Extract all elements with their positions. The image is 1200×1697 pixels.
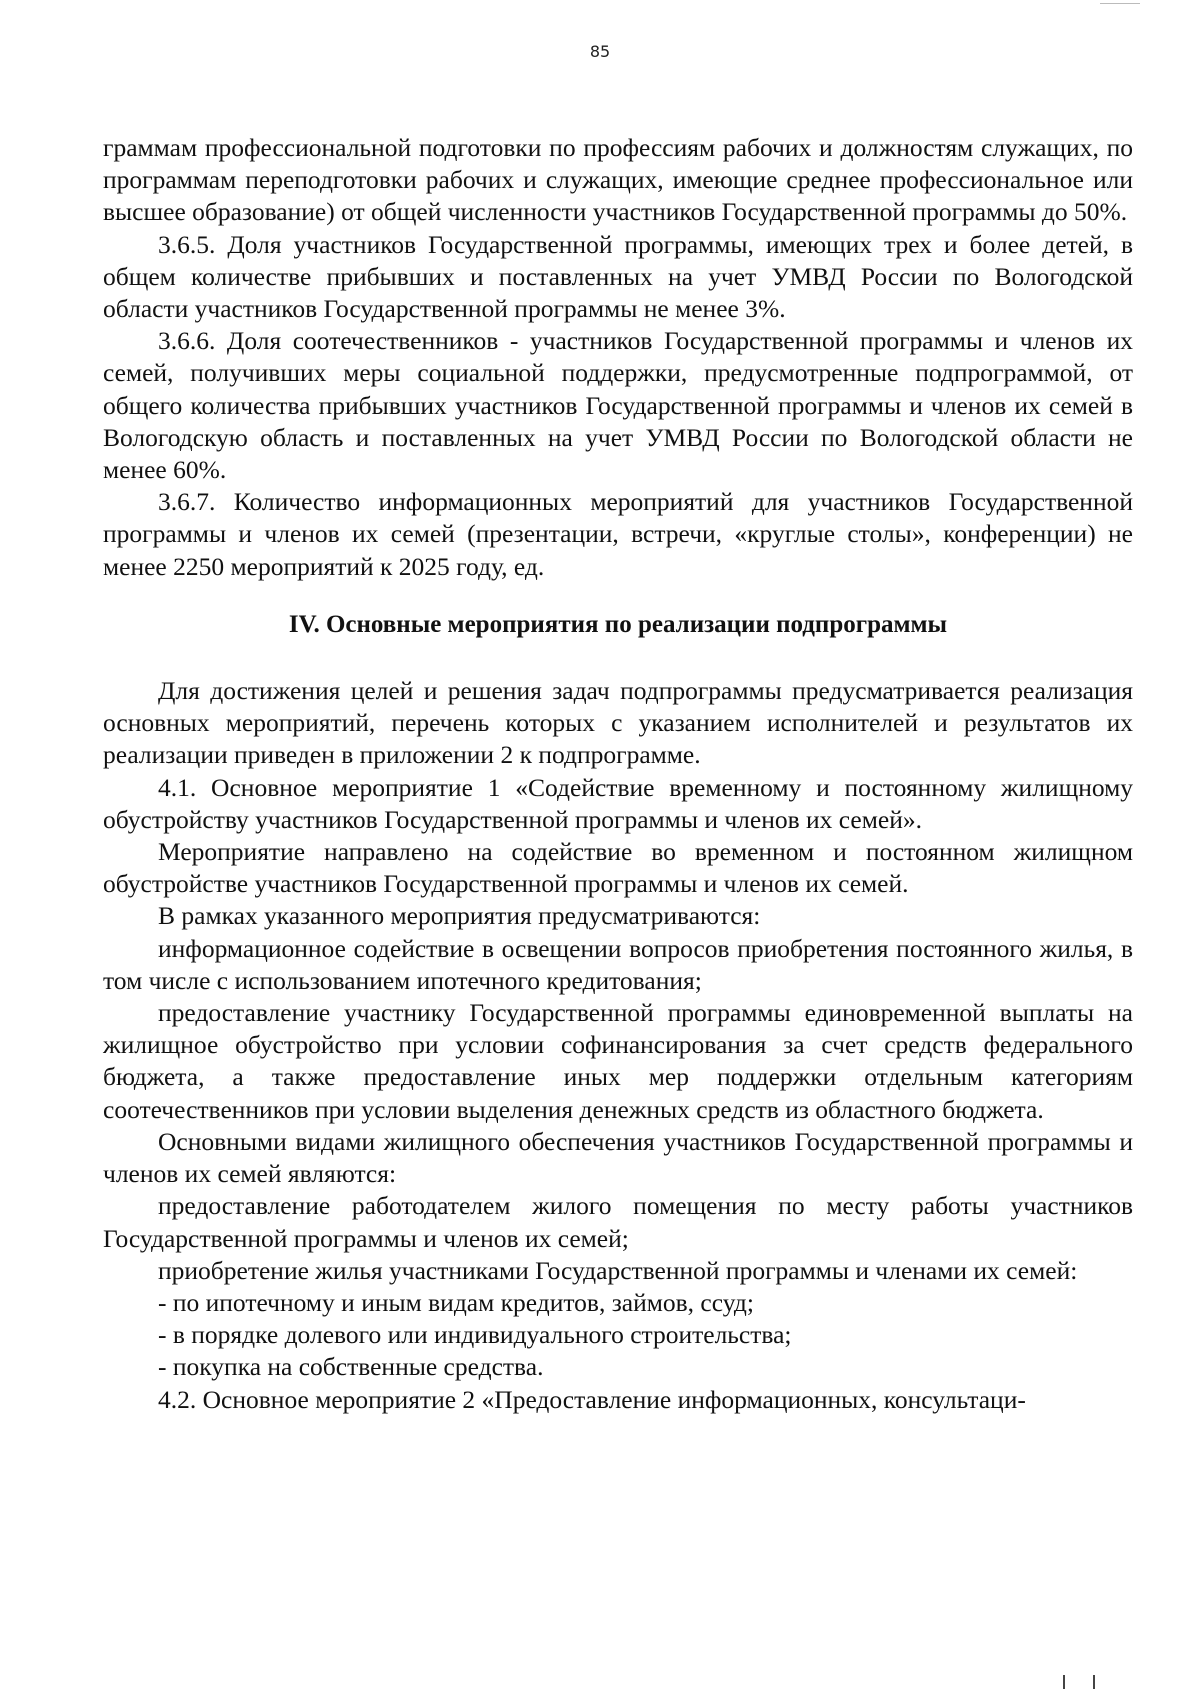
paragraph-4-1: 4.1. Основное мероприятие 1 «Содействие временному и постоянному жилищному обустройству участников Государственной программы и членов их семей». [103,772,1133,834]
paragraph-continuation: граммам профессиональной подготовки по профессиям рабочих и должностям служащих, по программам переподготовки рабочих и служащих, имеющие среднее профессиональное или высшее образование) от общей численности участников Государственной программы до 50%. [103,133,1133,227]
list-item-mortgage: - по ипотечному и иным видам кредитов, займов, ссуд; [158,1287,754,1317]
paragraph-4-2: 4.2. Основное мероприятие 2 «Предоставление информационных, консультаци- [158,1384,1026,1414]
paragraph-housing-types-intro: Основными видами жилищного обеспечения участников Государственной программы и членов их семей являются: [103,1126,1133,1189]
paragraph-measure-purpose: Мероприятие направлено на содействие во временном и постоянном жилищном обустройстве участников Государственной программы и членов их семей. [103,837,1133,899]
paragraph-employer-housing: предоставление работодателем жилого помещения по месту работы участников Государственной программы и членов их семей; [103,1191,1133,1253]
list-item-construction: - в порядке долевого или индивидуального строительства; [158,1320,792,1350]
scan-edge-mark-bottom [1063,1675,1095,1689]
paragraph-3-6-5: 3.6.5. Доля участников Государственной программы, имеющих трех и более детей, в общем количестве прибывших и поставленных на учет УМВД России по Вологодской области участников Государственной программы не менее 3%. [103,229,1133,324]
scan-edge-mark [1100,0,1140,4]
paragraph-lump-sum-payment: предоставление участнику Государственной программы единовременной выплаты на жилищное обустройство при условии софинансирования за счет средств федерального бюджета, а также предоставление иных мер поддержки отдельным категориям соотечественников при условии выделения денежных средств из областного бюджета. [103,998,1133,1124]
list-item-own-funds: - покупка на собственные средства. [158,1352,544,1382]
page-number: 85 [589,42,611,61]
paragraph-housing-purchase: приобретение жилья участниками Государственной программы и членами их семей: [158,1255,1078,1285]
paragraph-provisions-intro: В рамках указанного мероприятия предусматриваются: [158,901,761,931]
document-body [103,132,1133,1416]
paragraph-intro: Для достижения целей и решения задач подпрограммы предусматривается реализация основных мероприятий, перечень которых с указанием исполнителей и результатов их реализации приведен в приложении 2 к подпрограмме. [103,676,1133,770]
paragraph-info-support: информационное содействие в освещении вопросов приобретения постоянного жилья, в том числе с использованием ипотечного кредитования; [103,933,1133,995]
paragraph-3-6-7: 3.6.7. Количество информационных мероприятий для участников Государственной программы и членов их семей (презентации, встречи, «круглые столы», конференции) не менее 2250 мероприятий к 2025 году, ед. [103,487,1133,581]
section-heading: IV. Основные мероприятия по реализации подпрограммы [288,610,948,638]
paragraph-3-6-6: 3.6.6. Доля соотечественников - участников Государственной программы и членов их семей, получивших меры социальной поддержки, предусмотренные подпрограммой, от общего количества прибывших участников Государственной программы и членов их семей в Вологодскую область и поставленных на учет УМВД России по Вологодской области не менее 60%. [103,326,1133,485]
